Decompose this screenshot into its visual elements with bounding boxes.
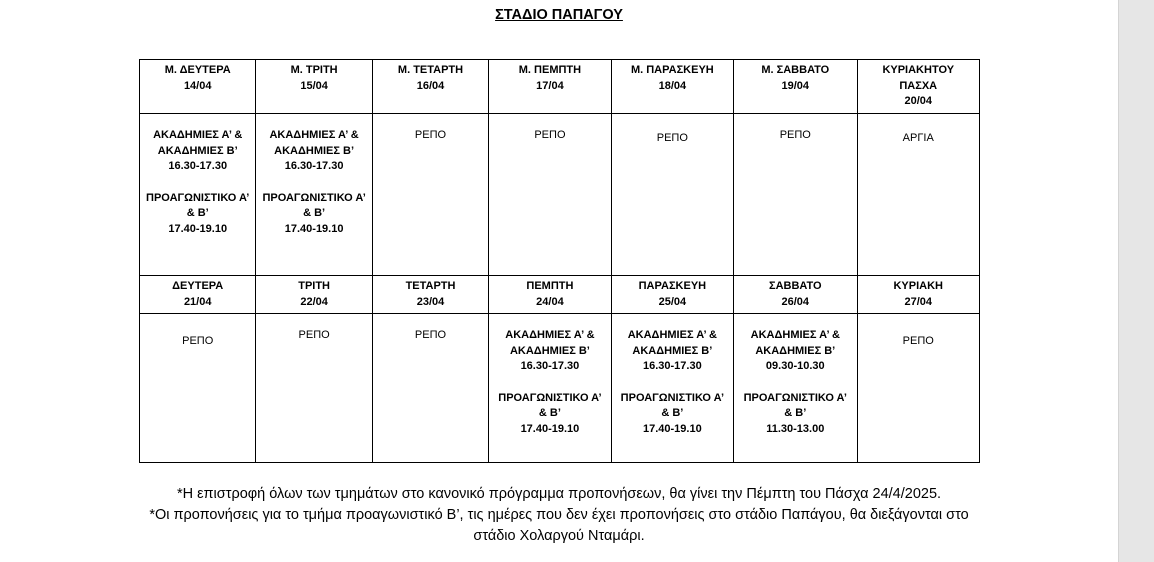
footnote-return-schedule: *Η επιστροφή όλων των τμημάτων στο κανονικό πρόγραμμα προπονήσεων, θα γίνει την Πέμπτη του Πάσχα 24/4/2025. xyxy=(176,486,942,502)
day-header: ΚΥΡΙΑΚΗΤΟΥ ΠΑΣΧΑ 20/04 xyxy=(857,60,980,114)
day-header: ΤΕΤΑΡΤΗ 23/04 xyxy=(372,276,488,314)
week2-schedule-row xyxy=(140,314,980,463)
rest-cell: ΡΕΠΟ xyxy=(372,314,488,463)
day-header: Μ. ΔΕΥΤΕΡΑ 14/04 xyxy=(140,60,256,114)
day-header: Μ. ΤΕΤΑΡΤΗ 16/04 xyxy=(372,60,488,114)
document-side-panel xyxy=(1118,0,1154,562)
session-cell: ΑΚΑΔΗΜΙΕΣ Α’ & ΑΚΑΔΗΜΙΕΣ Β’ 16.30-17.30 ΠΡΟΑΓΩΝΙΣΤΙΚΟ Α’ & Β’ 17.40-19.10 xyxy=(140,114,256,276)
session-cell: ΑΚΑΔΗΜΙΕΣ Α’ & ΑΚΑΔΗΜΙΕΣ Β’ 16.30-17.30 ΠΡΟΑΓΩΝΙΣΤΙΚΟ Α’ & Β’ 17.40-19.10 xyxy=(489,314,611,463)
week2-header-row xyxy=(140,276,980,314)
footnotes xyxy=(0,484,1118,547)
day-header: Μ. ΤΡΙΤΗ 15/04 xyxy=(256,60,372,114)
rest-cell: ΡΕΠΟ xyxy=(734,114,857,276)
session-cell: ΑΚΑΔΗΜΙΕΣ Α’ & ΑΚΑΔΗΜΙΕΣ Β’ 16.30-17.30 ΠΡΟΑΓΩΝΙΣΤΙΚΟ Α’ & Β’ 17.40-19.10 xyxy=(256,114,372,276)
day-header: ΚΥΡΙΑΚΗ 27/04 xyxy=(857,276,980,314)
day-header: ΤΡΙΤΗ 22/04 xyxy=(256,276,372,314)
day-header: Μ. ΣΑΒΒΑΤΟ 19/04 xyxy=(734,60,857,114)
footnote-training-location-cont: στάδιο Χολαργού Νταμάρι. xyxy=(473,528,645,544)
rest-cell: ΡΕΠΟ xyxy=(372,114,488,276)
day-header: ΔΕΥΤΕΡΑ 21/04 xyxy=(140,276,256,314)
day-header: Μ. ΠΑΡΑΣΚΕΥΗ 18/04 xyxy=(611,60,733,114)
rest-cell: ΡΕΠΟ xyxy=(611,114,733,276)
holiday-cell: ΑΡΓΙΑ xyxy=(857,114,980,276)
day-header: ΠΑΡΑΣΚΕΥΗ 25/04 xyxy=(611,276,733,314)
schedule-table xyxy=(139,59,980,463)
rest-cell: ΡΕΠΟ xyxy=(140,314,256,463)
day-header: ΣΑΒΒΑΤΟ 26/04 xyxy=(734,276,857,314)
day-header: Μ. ΠΕΜΠΤΗ 17/04 xyxy=(489,60,611,114)
session-cell: ΑΚΑΔΗΜΙΕΣ Α’ & ΑΚΑΔΗΜΙΕΣ Β’ 16.30-17.30 ΠΡΟΑΓΩΝΙΣΤΙΚΟ Α’ & Β’ 17.40-19.10 xyxy=(611,314,733,463)
rest-cell: ΡΕΠΟ xyxy=(489,114,611,276)
footnote-training-location: *Οι προπονήσεις για το τμήμα προαγωνιστικό Β’, τις ημέρες που δεν έχει προπονήσεις στο στάδιο Παπάγου, θα διεξάγονται στο xyxy=(149,507,969,523)
day-header: ΠΕΜΠΤΗ 24/04 xyxy=(489,276,611,314)
rest-cell: ΡΕΠΟ xyxy=(256,314,372,463)
rest-cell: ΡΕΠΟ xyxy=(857,314,980,463)
week1-schedule-row xyxy=(140,114,980,276)
page-title: ΣΤΑΔΙΟ ΠΑΠΑΓΟΥ xyxy=(495,7,623,23)
session-cell: ΑΚΑΔΗΜΙΕΣ Α’ & ΑΚΑΔΗΜΙΕΣ Β’ 09.30-10.30 ΠΡΟΑΓΩΝΙΣΤΙΚΟ Α’ & Β’ 11.30-13.00 xyxy=(734,314,857,463)
week1-header-row xyxy=(140,60,980,114)
